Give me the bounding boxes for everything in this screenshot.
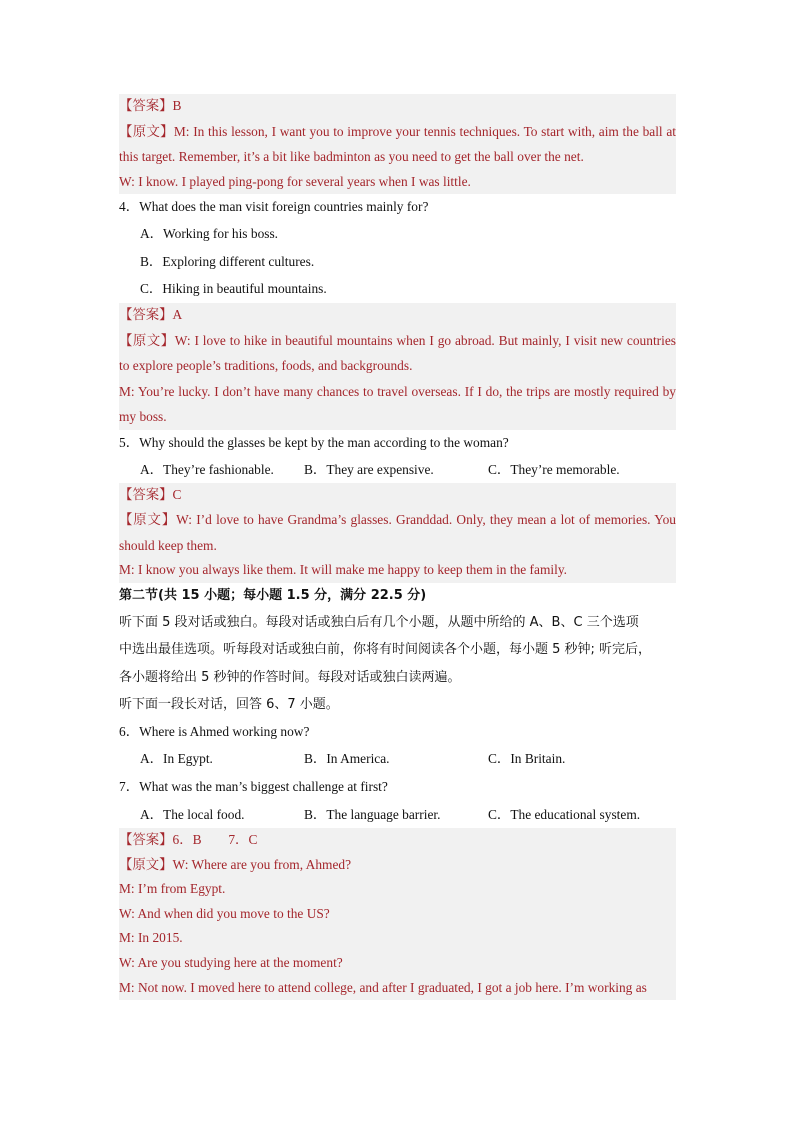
- q7-question: 7．What was the man’s biggest challenge at first?: [119, 778, 388, 794]
- q6-options: [119, 745, 676, 773]
- q6-option-b: B．In America.: [304, 750, 390, 766]
- q3-answer-block: [119, 94, 676, 194]
- q67-script-4: M: In 2015.: [119, 930, 183, 946]
- q7-option-a: A．The local food.: [140, 806, 245, 822]
- q7-option-b: B．The language barrier.: [304, 806, 441, 822]
- q5-script-1: 【原文】W: I’d love to have Grandma’s glasses. Granddad. Only, they mean a lot of memories. You should keep them.: [119, 512, 676, 553]
- q67-answer-block: [119, 828, 676, 1000]
- section2-instruction-2: 中选出最佳选项。听每段对话或独白前，你将有时间阅读各个小题，每小题 5 秒钟; 听完后，: [119, 642, 652, 658]
- document-page: [119, 94, 676, 1000]
- q5-script-2: M: I know you always like them. It will make me happy to keep them in the family.: [119, 562, 567, 578]
- section2-group-intro: 听下面一段长对话，回答 6、7 小题。: [119, 697, 339, 713]
- q67-script-3: W: And when did you move to the US?: [119, 905, 330, 921]
- q6-question: 6．Where is Ahmed working now?: [119, 723, 310, 739]
- q67-script-2: M: I’m from Egypt.: [119, 881, 226, 897]
- section2-instruction-1: 听下面 5 段对话或独白。每段对话或独白后有几个小题，从题中所给的 A、B、C 三个选项: [119, 614, 639, 630]
- q5-options: [119, 456, 676, 483]
- q4-answer-block: [119, 303, 676, 430]
- q5-question: 5．Why should the glasses be kept by the man according to the woman?: [119, 434, 509, 450]
- q3-script-1: 【原文】M: In this lesson, I want you to improve your tennis techniques. To start with, aim the ball at this target. Remember, it’s a bit like badminton as you need to get the ball over the net.: [119, 123, 676, 165]
- q4-question: 4．What does the man visit foreign countries mainly for?: [119, 199, 429, 215]
- q4-option-a: A．Working for his boss.: [140, 226, 279, 242]
- q4-option-c: C．Hiking in beautiful mountains.: [140, 281, 327, 297]
- q67-answer: 【答案】6．B 7．C: [119, 831, 258, 847]
- section2-instruction-3: 各小题将给出 5 秒钟的作答时间。每段对话或独白读两遍。: [119, 669, 461, 685]
- q67-script-1: 【原文】W: Where are you from, Ahmed?: [119, 856, 352, 872]
- q67-script-6: M: Not now. I moved here to attend college, and after I graduated, I got a job here. I’m working as: [119, 979, 647, 995]
- q5-option-b: B．They are expensive.: [304, 461, 434, 477]
- q4-answer: 【答案】A: [119, 307, 183, 323]
- q3-answer: 【答案】B: [119, 98, 182, 113]
- q4-script-1: 【原文】W: I love to hike in beautiful mountains when I go abroad. But mainly, I visit new countries to explore people’s traditions, foods, and backgrounds.: [119, 332, 676, 374]
- q7-options: [119, 801, 676, 828]
- q5-answer: 【答案】C: [119, 486, 182, 502]
- q5-option-a: A．They’re fashionable.: [140, 461, 274, 477]
- q5-option-c: C．They’re memorable.: [488, 461, 620, 477]
- section2-heading: 第二节(共 15 小题；每小题 1.5 分，满分 22.5 分): [119, 587, 427, 603]
- q4-option-b: B．Exploring different cultures.: [140, 254, 315, 270]
- q67-script-5: W: Are you studying here at the moment?: [119, 954, 343, 970]
- q5-answer-block: [119, 483, 676, 583]
- q6-option-c: C．In Britain.: [488, 750, 566, 766]
- q7-option-c: C．The educational system.: [488, 806, 641, 822]
- q6-option-a: A．In Egypt.: [140, 750, 213, 766]
- q3-script-2: W: I know. I played ping-pong for several years when I was little.: [119, 173, 471, 189]
- q4-script-2: M: You’re lucky. I don’t have many chances to travel overseas. If I do, the trips are mostly required by my boss.: [119, 383, 676, 425]
